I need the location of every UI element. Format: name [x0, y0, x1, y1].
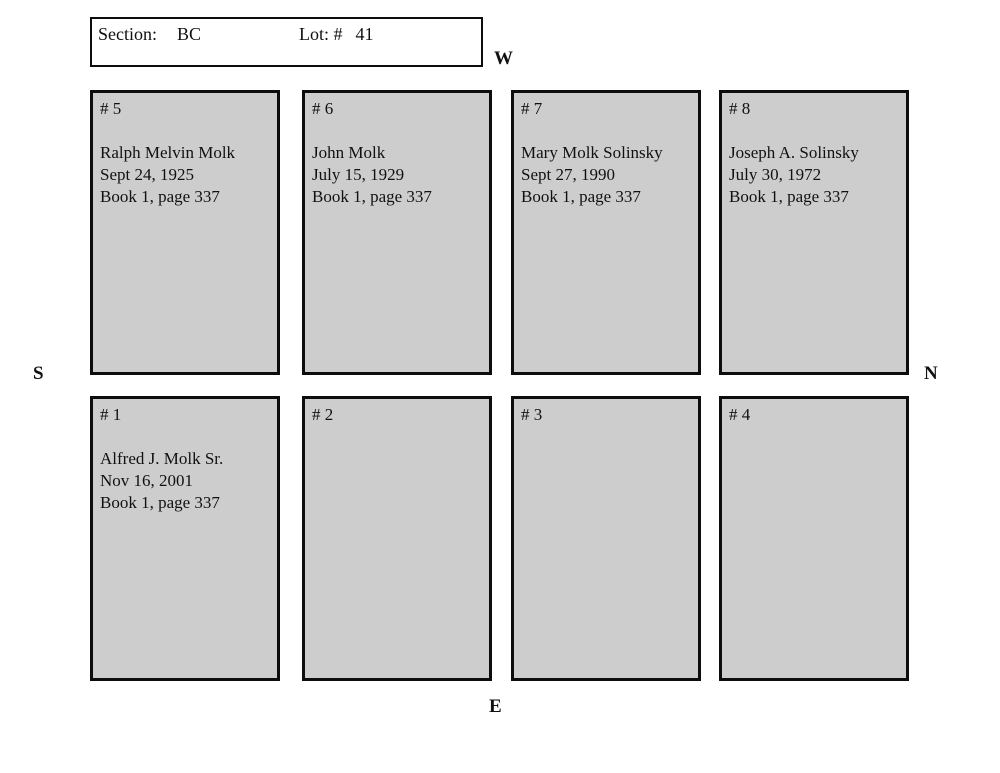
- section-lot-header: [90, 17, 483, 67]
- plot-number: # 6: [312, 99, 334, 118]
- plot-number: # 5: [100, 99, 122, 118]
- plot-date: Sept 27, 1990: [521, 165, 615, 184]
- plot-occupant-name: John Molk: [312, 143, 386, 162]
- section-label: Section:: [98, 24, 157, 44]
- plot-occupant-name: Joseph A. Solinsky: [729, 143, 859, 162]
- lot-label: Lot: #: [299, 24, 343, 44]
- plot-number: # 7: [521, 99, 543, 118]
- plot-info: [521, 142, 692, 208]
- plot-date: Sept 24, 1925: [100, 165, 194, 184]
- plot-info: [312, 142, 483, 208]
- plot-8: [719, 90, 909, 375]
- lot-value: 41: [355, 24, 374, 44]
- plot-date: July 30, 1972: [729, 165, 822, 184]
- plot-book-ref: Book 1, page 337: [729, 187, 849, 206]
- plot-number: # 8: [729, 99, 751, 118]
- plot-info: [100, 142, 271, 208]
- plot-2: [302, 396, 492, 681]
- plot-5: [90, 90, 280, 375]
- section-value: BC: [177, 24, 202, 44]
- plot-date: July 15, 1929: [312, 165, 405, 184]
- plot-info: [729, 142, 900, 208]
- plot-book-ref: Book 1, page 337: [521, 187, 641, 206]
- plot-occupant-name: Mary Molk Solinsky: [521, 143, 663, 162]
- compass-north-label: N: [924, 363, 938, 384]
- plot-number: # 3: [521, 405, 543, 424]
- plot-number: # 1: [100, 405, 122, 424]
- plot-number: # 4: [729, 405, 751, 424]
- compass-south-label: S: [33, 363, 44, 384]
- plot-book-ref: Book 1, page 337: [100, 493, 220, 512]
- plot-6: [302, 90, 492, 375]
- compass-east-label: E: [489, 696, 502, 717]
- plot-occupant-name: Ralph Melvin Molk: [100, 143, 236, 162]
- plot-book-ref: Book 1, page 337: [100, 187, 220, 206]
- compass-west-label: W: [494, 48, 513, 69]
- plot-date: Nov 16, 2001: [100, 471, 194, 490]
- plot-4: [719, 396, 909, 681]
- plot-number: # 2: [312, 405, 334, 424]
- plot-7: [511, 90, 701, 375]
- plot-1: [90, 396, 280, 681]
- plot-info: [100, 448, 271, 514]
- plot-occupant-name: Alfred J. Molk Sr.: [100, 449, 224, 468]
- plot-book-ref: Book 1, page 337: [312, 187, 432, 206]
- plot-3: [511, 396, 701, 681]
